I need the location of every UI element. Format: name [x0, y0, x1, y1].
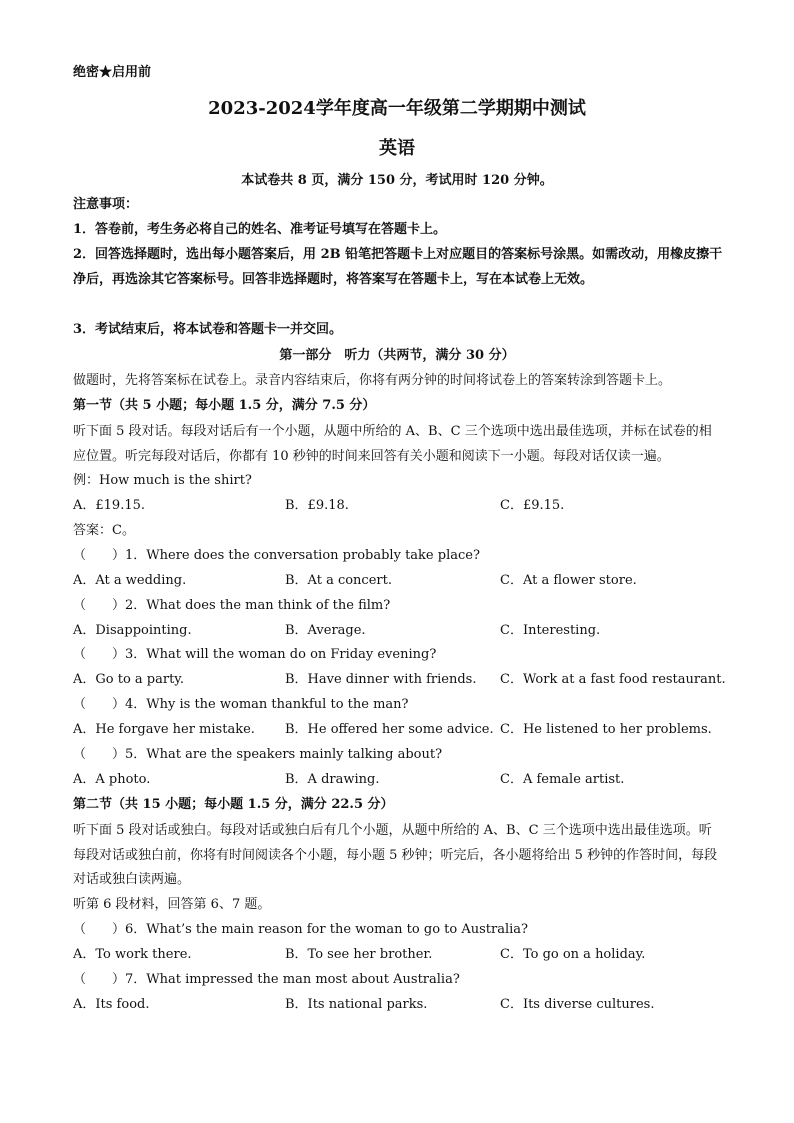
question-stem: （ ）4．Why is the woman thankful to the man?: [73, 697, 409, 712]
question-option-a: A．To work there.: [73, 947, 192, 962]
question-stem: （ ）7．What impressed the man most about Australia?: [73, 972, 460, 987]
question-option-b: B．He offered her some advice.: [285, 722, 494, 737]
question-option-a: A．A photo.: [73, 772, 151, 787]
question-stem: （ ）1．Where does the conversation probably take place?: [73, 548, 480, 563]
question-option-c: C．Work at a fast food restaurant.: [500, 672, 726, 687]
example-option-b: B．£9.18.: [285, 498, 349, 513]
question-option-a: A．Its food.: [73, 997, 150, 1012]
example-option-c: C．£9.15.: [500, 498, 565, 513]
question-option-b: B．At a concert.: [285, 573, 392, 588]
section1-intro: 听下面 5 段对话。每段对话后有一个小题，从题中所给的 A、B、C 三个选项中选出最佳选项，并标在试卷的相应位置。听完每段对话后，你都有 10 秒钟的时间来回答有关小题和阅读下一小题。每段对话仅读一遍。: [73, 424, 712, 464]
question-option-c: C．Interesting.: [500, 623, 601, 638]
confidential-label: 绝密★启用前: [73, 65, 152, 80]
subject-title: 英语: [379, 138, 415, 159]
note-item-1: 1．答卷前，考生务必将自己的姓名、准考证号填写在答题卡上。: [73, 222, 447, 237]
question-option-a: A．At a wedding.: [73, 573, 187, 588]
question-option-a: A．Go to a party.: [73, 672, 185, 687]
question-stem: （ ）2．What does the man think of the film?: [73, 598, 391, 613]
question-stem: （ ）3．What will the woman do on Friday evening?: [73, 647, 437, 662]
note-item-3: 3．考试结束后，将本试卷和答题卡一并交回。: [73, 322, 343, 337]
notes-heading: 注意事项：: [73, 197, 139, 212]
part1-heading: 第一部分 听力（共两节，满分 30 分）: [279, 348, 515, 363]
question-option-c: C．A female artist.: [500, 772, 625, 787]
example-option-a: A．£19.15.: [73, 498, 146, 513]
question-option-a: A．He forgave her mistake.: [73, 722, 255, 737]
question-option-a: A．Disappointing.: [73, 623, 192, 638]
exam-info: 本试卷共 8 页，满分 150 分，考试用时 120 分钟。: [241, 173, 553, 188]
question-option-b: B．Have dinner with friends.: [285, 672, 477, 687]
material-6-instruction: 听第 6 段材料，回答第 6、7 题。: [73, 897, 271, 912]
section2-heading: 第二节（共 15 小题；每小题 1.5 分，满分 22.5 分）: [73, 797, 394, 812]
question-option-c: C．Its diverse cultures.: [500, 997, 655, 1012]
question-option-c: C．At a flower store.: [500, 573, 637, 588]
question-option-c: C．He listened to her problems.: [500, 722, 712, 737]
example-question: 例：How much is the shirt?: [73, 473, 252, 488]
question-option-b: B．To see her brother.: [285, 947, 433, 962]
exam-title: 2023-2024学年度高一年级第二学期期中测试: [208, 98, 586, 119]
part1-intro: 做题时，先将答案标在试卷上。录音内容结束后，你将有两分钟的时间将试卷上的答案转涂到答题卡上。: [73, 373, 672, 388]
note-item-2: 2．回答选择题时，选出每小题答案后，用 2B 铅笔把答题卡上对应题目的答案标号涂黑。如需改动，用橡皮擦干净后，再选涂其它答案标号。回答非选择题时，将答案写在答题卡上，写在本试卷上无效。: [73, 247, 723, 287]
question-option-b: B．Its national parks.: [285, 997, 428, 1012]
example-answer: 答案：C。: [73, 523, 135, 538]
question-option-b: B．Average.: [285, 623, 366, 638]
section2-intro: 听下面 5 段对话或独白。每段对话或独白后有几个小题，从题中所给的 A、B、C 三个选项中选出最佳选项。听每段对话或独白前，你将有时间阅读各个小题，每小题 5 秒钟；听完后，各小题将给出 5 秒钟的作答时间，每段对话或独白读两遍。: [73, 823, 718, 887]
question-stem: （ ）6．What’s the main reason for the woman to go to Australia?: [73, 922, 528, 937]
question-option-c: C．To go on a holiday.: [500, 947, 646, 962]
question-option-b: B．A drawing.: [285, 772, 380, 787]
question-stem: （ ）5．What are the speakers mainly talking about?: [73, 747, 443, 762]
section1-heading: 第一节（共 5 小题；每小题 1.5 分，满分 7.5 分）: [73, 398, 376, 413]
